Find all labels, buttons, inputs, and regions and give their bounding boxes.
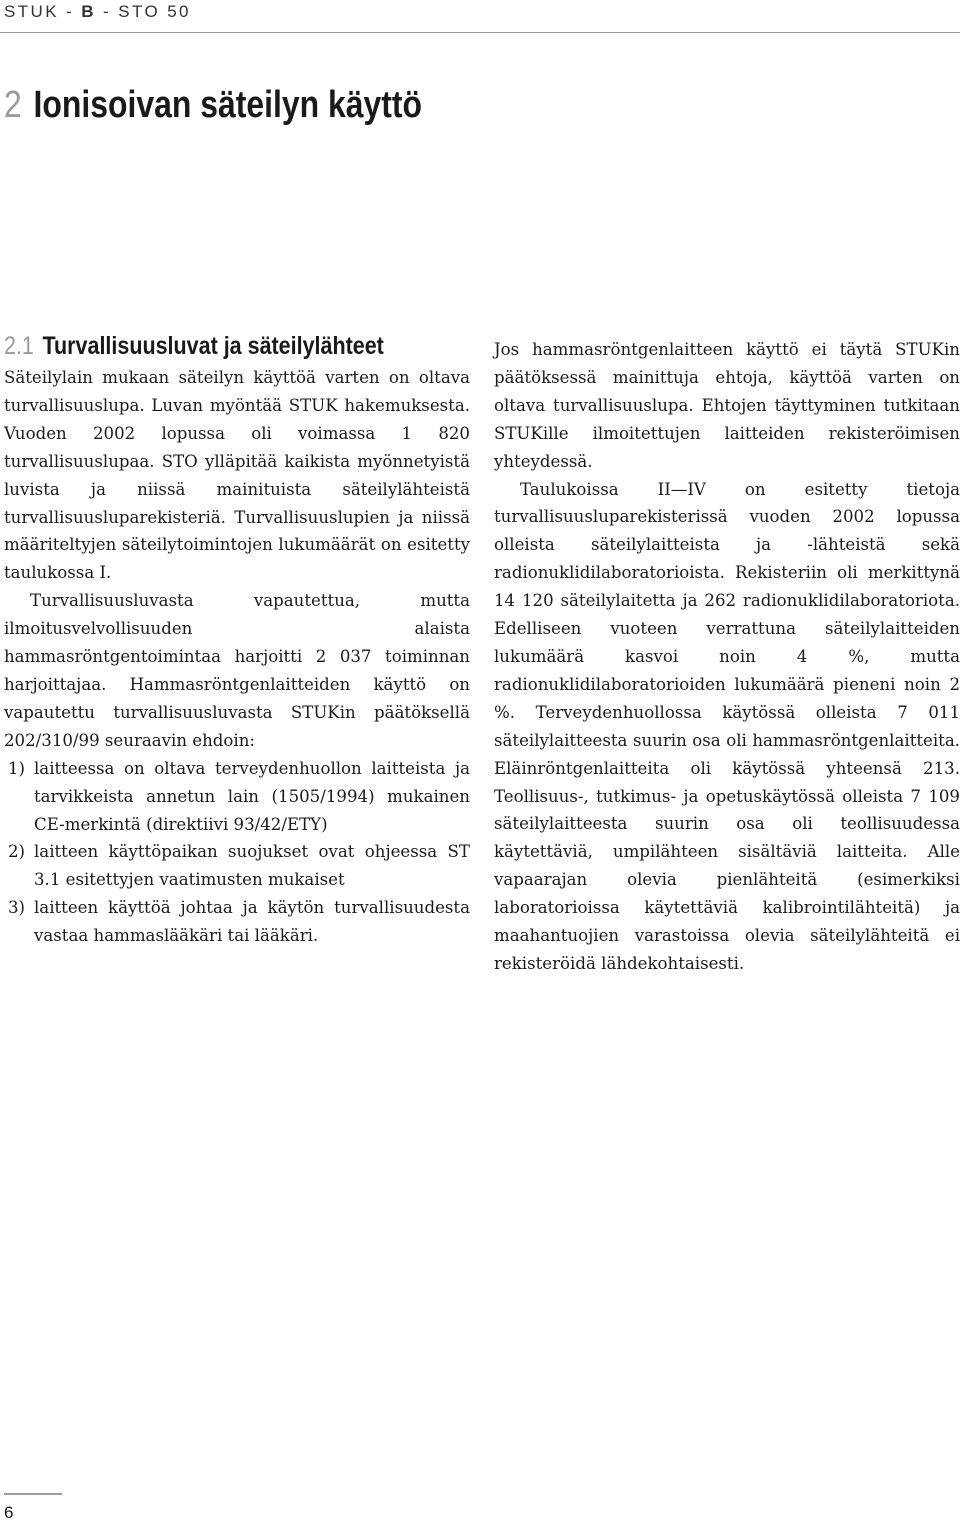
conditions-list xyxy=(4,755,470,950)
section-heading xyxy=(4,332,384,361)
running-header xyxy=(4,2,191,22)
paragraph-dental-exemption: Turvallisuusluvasta vapautettua, mutta ilmoitusvelvollisuuden alaista hammasröntgentoimintaa harjoitti 2 037 toiminnan harjoittajaa. Hammasröntgenlaitteiden käyttö on vapautettu turvallisuusluvasta STUKin päätöksellä 202/310/99 seuraavin ehdoin: xyxy=(4,591,470,750)
paragraph-register-statistics: Taulukoissa II—IV on esitetty tietoja turvallisuusluparekisterissä vuoden 2002 lopussa olleista säteilylaitteista ja -lähteistä sekä radionuklidilaboratorioista. Rekisteriin oli merkittynä 14 120 säteilylaitetta ja 262 radionuklidilaboratoriota. Edelliseen vuoteen verrattuna säteilylaitteiden lukumäärä kasvoi noin 4 %, mutta radionuklidilaboratorioiden lukumäärä pieneni noin 2 %. Terveydenhuollossa käytössä olleista 7 011 säteilylaitteesta suurin osa oli hammasröntgenlaitteita. Eläinröntgenlaitteita oli käytössä yhteensä 213. Teollisuus-, tutkimus- ja opetuskäytössä olleista 7 109 säteilylaitteesta suurin osa oli teollisuudessa käytettäviä, umpilähteen sisältäviä laitteita. Alle vapaarajan olevia pienlähteitä (esimerkiksi laboratorioissa käytettäviä kalibrointilähteitä) ja maahantuojien varastoissa olevia säteilylähteitä ei rekisteröidä lähdekohtaisesti. xyxy=(494,479,960,973)
chapter-heading xyxy=(4,84,422,127)
header-series: B xyxy=(81,2,96,21)
header-rule xyxy=(0,32,960,33)
header-suffix: - STO 50 xyxy=(95,2,191,21)
paragraph-dental-conditions: Jos hammasröntgenlaitteen käyttö ei täytä STUKin päätöksessä mainittuja ehtoja, käyttöä varten on oltava turvallisuuslupa. Ehtojen täyttyminen tutkitaan STUKille ilmoitettujen laitteiden rekisteröimisen yhteydessä. xyxy=(494,340,960,471)
section-title: Turvallisuusluvat ja säteilylähteet xyxy=(42,332,384,360)
list-item-text: laitteen käyttöpaikan suojukset ovat ohjeessa ST 3.1 esitettyjen vaatimusten mukaiset xyxy=(34,842,470,890)
list-item-number: 3) xyxy=(8,898,26,918)
paragraph-license-intro: Säteilylain mukaan säteilyn käyttöä varten on oltava turvallisuuslupa. Luvan myöntää STUK hakemuksesta. Vuoden 2002 lopussa oli voimassa 1 820 turvallisuuslupaa. STO ylläpitää kaikista myönnetyistä luvista ja niissä mainituista säteilylähteistä turvallisuusluparekisteriä. Turvallisuuslupien ja niissä määriteltyjen säteilytoimintojen lukumäärät on esitetty taulukossa I. xyxy=(4,368,470,583)
footer-rule xyxy=(4,1493,62,1495)
list-item xyxy=(4,894,470,950)
list-item xyxy=(4,755,470,839)
left-column xyxy=(4,364,470,950)
list-item-text: laitteessa on oltava terveydenhuollon laitteista ja tarvikkeista annetun lain (1505/1994) mukainen CE-merkintä (direktiivi 93/42/ETY) xyxy=(34,758,470,834)
right-column xyxy=(494,336,960,978)
page-number: 6 xyxy=(4,1503,14,1522)
list-item-number: 2) xyxy=(8,842,26,862)
chapter-title: Ionisoivan säteilyn käyttö xyxy=(33,84,423,126)
list-item-text: laitteen käyttöä johtaa ja käytön turvallisuudesta vastaa hammaslääkäri tai lääkäri. xyxy=(34,898,470,946)
header-prefix: STUK - xyxy=(4,2,82,21)
list-item xyxy=(4,838,470,894)
list-item-number: 1) xyxy=(8,758,26,778)
section-number: 2.1 xyxy=(4,332,34,360)
chapter-number: 2 xyxy=(4,84,22,126)
